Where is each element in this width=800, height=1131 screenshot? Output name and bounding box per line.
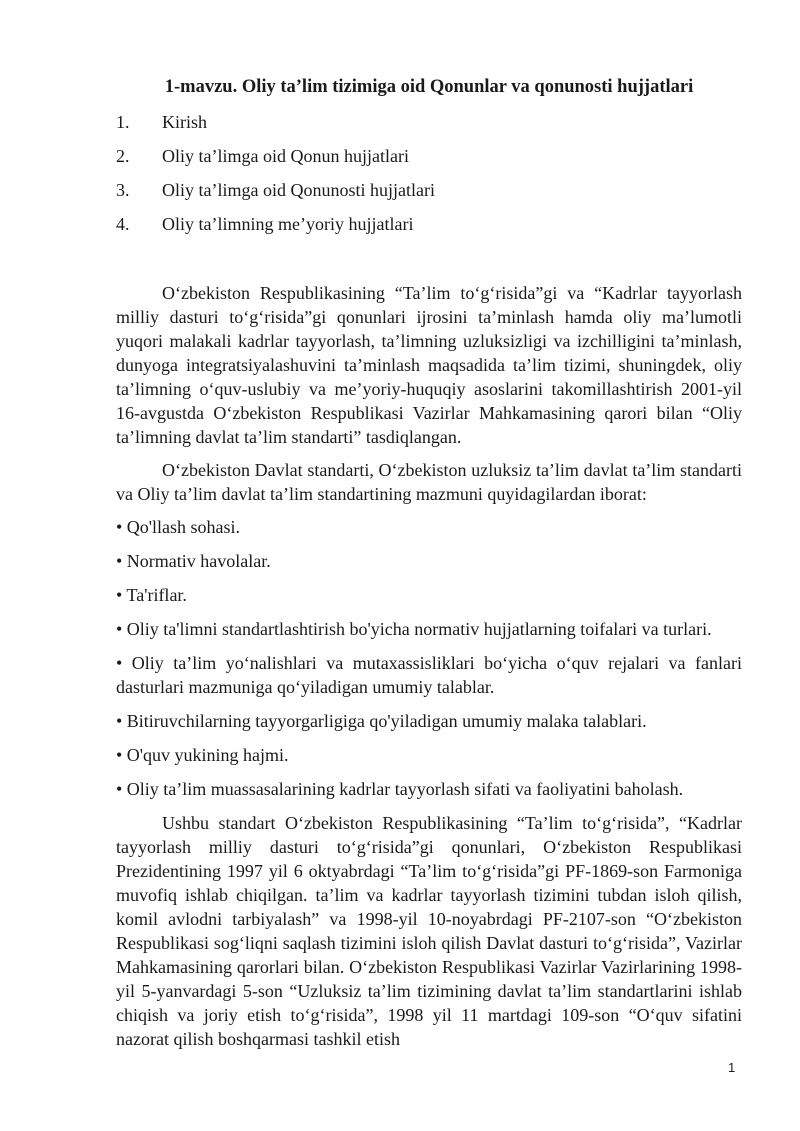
list-item: • Ta'riflar.	[116, 585, 187, 605]
outline-number: 4.	[116, 214, 130, 234]
outline-number: 3.	[116, 180, 130, 200]
list-item: • Normativ havolalar.	[116, 551, 271, 571]
list-item: • O'quv yukining hajmi.	[116, 745, 289, 765]
page-number: 1	[728, 1060, 736, 1075]
outline-text: Kirish	[162, 112, 207, 132]
topic-outline	[116, 110, 742, 246]
list-item: • Oliy ta’lim yo‘nalishlari va mutaxassisliklari bo‘yicha o‘quv rejalari va fanlari dasturlari mazmuniga qo‘yiladigan umumiy talablar.	[116, 653, 742, 697]
outline-text: Oliy ta’limning me’yoriy hujjatlari	[162, 214, 414, 234]
outline-item	[116, 178, 742, 212]
outline-number: 2.	[116, 146, 130, 166]
outline-item	[116, 110, 742, 144]
document-body	[116, 281, 742, 1060]
outline-item	[116, 144, 742, 178]
list-item: • Qo'llash sohasi.	[116, 517, 241, 537]
standard-contents-list	[116, 515, 742, 801]
paragraph-standard-basis: Ushbu standart O‘zbekiston Respublikasining “Ta’lim to‘g‘risida”, “Kadrlar tayyorlash milliy dasturi to‘g‘risida”gi qonunlari, O‘zbekiston Respublikasi Prezidentining 1997 yil 6 oktyabrdagi “Ta’lim to‘g‘risida”gi PF-1869-son Farmoniga muvofiq ishlab chiqilgan. ta’lim va kadrlar tayyorlash tizimini tubdan isloh qilish, komil avlodni tarbiyalash” va 1998-yil 10-noyabrdagi PF-2107-son “O‘zbekiston Respublikasi sog‘liqni saqlash tizimini isloh qilish Davlat dasturi to‘g‘risida”, Vazirlar Mahkamasining qarorlari bilan. O‘zbekiston Respublikasi Vazirlar Vazirlarining 1998-yil 5-yanvardagi 5-son “Uzluksiz ta’lim tizimining davlat ta’lim standartlarini ishlab chiqish va joriy etish to‘g‘risida”, 1998 yil 11 martdagi 109-son “O‘quv sifatini nazorat qilish boshqarmasi tashkil etish	[116, 813, 742, 1049]
paragraph-standard-contents: O‘zbekiston Davlat standarti, O‘zbekiston uzluksiz ta’lim davlat ta’lim standarti va Oliy ta’lim davlat ta’lim standartining mazmuni quyidagilardan iborat:	[116, 460, 742, 504]
outline-text: Oliy ta’limga oid Qonunosti hujjatlari	[162, 180, 435, 200]
paragraph-introduction: O‘zbekiston Respublikasining “Ta’lim to‘g‘risida”gi va “Kadrlar tayyorlash milliy dasturi to‘g‘risida”gi qonunlari ijrosini ta’minlash hamda oliy ma’lumotli yuqori malakali kadrlar tayyorlash, ta’limning uzluksizligi va izchilligini ta’minlash, dunyoga integratsiyalashuvini ta’minlash maqsadida ta’lim tizimi, shuningdek, oliy ta’limning o‘quv-uslubiy va me’yoriy-huquqiy asoslarini takomillashtirish 2001-yil 16-avgustda O‘zbekiston Respublikasi Vazirlar Mahkamasining qarori bilan “Oliy ta’limning davlat ta’lim standarti” tasdiqlangan.	[116, 283, 742, 447]
list-item: • Oliy ta’lim muassasalarining kadrlar tayyorlash sifati va faoliyatini baholash.	[116, 779, 684, 799]
list-item: • Oliy ta'limni standartlashtirish bo'yicha normativ hujjatlarning toifalari va turlari.	[116, 619, 712, 639]
list-item: • Bitiruvchilarning tayyorgarligiga qo'yiladigan umumiy malaka talablari.	[116, 711, 647, 731]
document-page	[116, 0, 742, 1131]
document-title: 1-mavzu. Oliy ta’lim tizimiga oid Qonunlar va qonunosti hujjatlari	[164, 77, 694, 97]
outline-number: 1.	[116, 112, 130, 132]
outline-text: Oliy ta’limga oid Qonun hujjatlari	[162, 146, 409, 166]
outline-item	[116, 212, 742, 246]
